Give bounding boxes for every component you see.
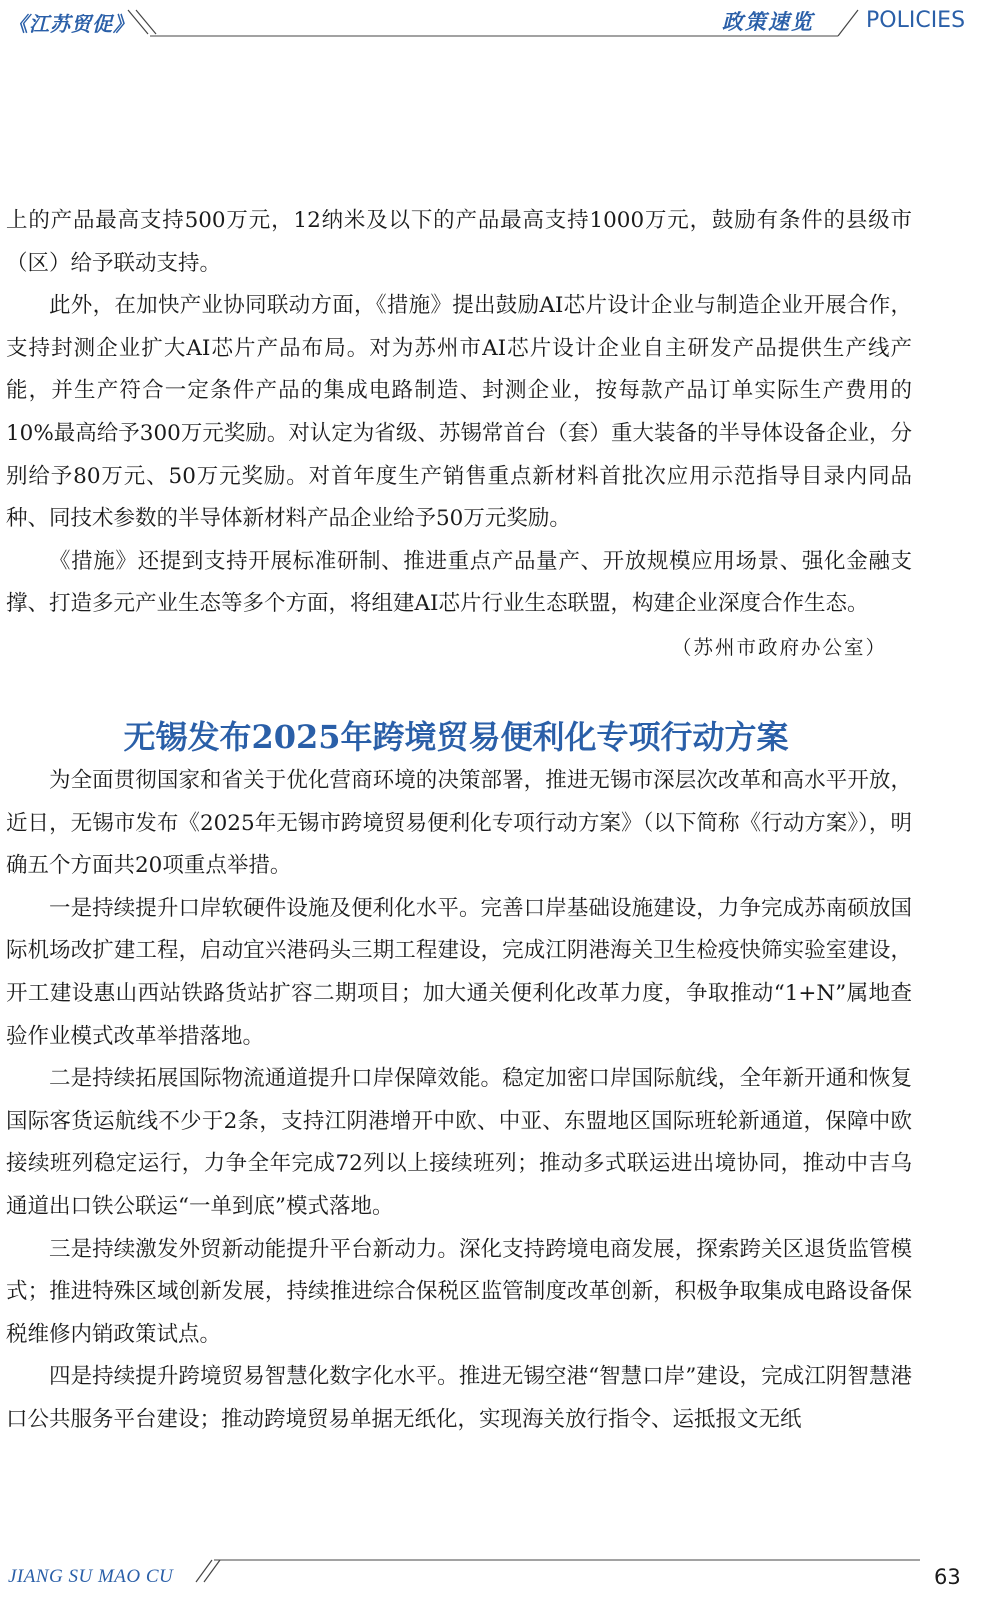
section-title-en: POLICIES [866, 8, 966, 33]
article-1-paragraph-2: 此外，在加快产业协同联动方面，《措施》提出鼓励AI芯片设计企业与制造企业开展合作，支持封测企业扩大AI芯片产品布局。对为苏州市AI芯片设计企业自主研发产品提供生产线产能，并生产符合一定条件产品的集成电路制造、封测企业，按每款产品订单实际生产费用的10%最高给予300万元奖励。对认定为省级、苏锡常首台（套）重大装备的半导体设备企业，分别给予80万元、50万元奖励。对首年度生产销售重点新材料首批次应用示范指导目录内同品种、同技术参数的半导体新材料产品企业给予50万元奖励。 [6, 293, 912, 532]
section-title-cn: 政策速览 [722, 9, 814, 34]
article-2-paragraph-5: 四是持续提升跨境贸易智慧化数字化水平。推进无锡空港“智慧口岸”建设，完成江阴智慧港口公共服务平台建设；推动跨境贸易单据无纸化，实现海关放行指令、运抵报文无纸 [6, 1364, 912, 1432]
article-2-body [6, 760, 912, 1442]
magazine-name: 《江苏贸促》 [8, 12, 134, 36]
article-1-paragraph-3: 《措施》还提到支持开展标准研制、推进重点产品量产、开放规模应用场景、强化金融支撑、打造多元产业生态等多个方面，将组建AI芯片行业生态联盟，构建企业深度合作生态。 [6, 548, 912, 617]
header-slash-left-2 [136, 10, 156, 34]
article-1-body [6, 200, 912, 626]
footer-magazine-name: JIANG SU MAO CU [8, 1566, 174, 1587]
header-slash-right [838, 10, 858, 36]
article-2-title: 无锡发布2025年跨境贸易便利化专项行动方案 [123, 718, 789, 756]
article-2-paragraph-1: 为全面贯彻国家和省关于优化营商环境的决策部署，推进无锡市深层次改革和高水平开放，近日，无锡市发布《2025年无锡市跨境贸易便利化专项行动方案》（以下简称《行动方案》），明确五个方面共20项重点举措。 [6, 768, 912, 879]
article-2-paragraph-2: 一是持续提升口岸软硬件设施及便利化水平。完善口岸基础设施建设，力争完成苏南硕放国际机场改扩建工程，启动宜兴港码头三期工程建设，完成江阴港海关卫生检疫快筛实验室建设，开工建设惠山西站铁路货站扩容二期项目；加大通关便利化改革力度，争取推动“1+N”属地查验作业模式改革举措落地。 [6, 895, 912, 1049]
page-number: 63 [934, 1565, 961, 1589]
article-1-source: （苏州市政府办公室） [672, 636, 888, 659]
article-2-paragraph-3: 二是持续拓展国际物流通道提升口岸保障效能。稳定加密口岸国际航线，全年新开通和恢复国际客货运航线不少于2条，支持江阴港增开中欧、中亚、东盟地区国际班轮新通道，保障中欧接续班列稳定运行，力争全年完成72列以上接续班列；推动多式联运进出境协同，推动中吉乌通道出口铁公联运“一单到底”模式落地。 [6, 1066, 912, 1219]
article-1-paragraph-1: 上的产品最高支持500万元，12纳米及以下的产品最高支持1000万元，鼓励有条件的县级市（区）给予联动支持。 [6, 208, 912, 276]
header-slash-left-1 [128, 10, 148, 34]
footer-slash-2 [204, 1560, 220, 1582]
footer-slash-1 [196, 1560, 212, 1582]
article-2-paragraph-4: 三是持续激发外贸新动能提升平台新动力。深化支持跨境电商发展，探索跨关区退货监管模式；推进特殊区域创新发展，持续推进综合保税区监管制度改革创新，积极争取集成电路设备保税维修内销政策试点。 [6, 1236, 912, 1347]
